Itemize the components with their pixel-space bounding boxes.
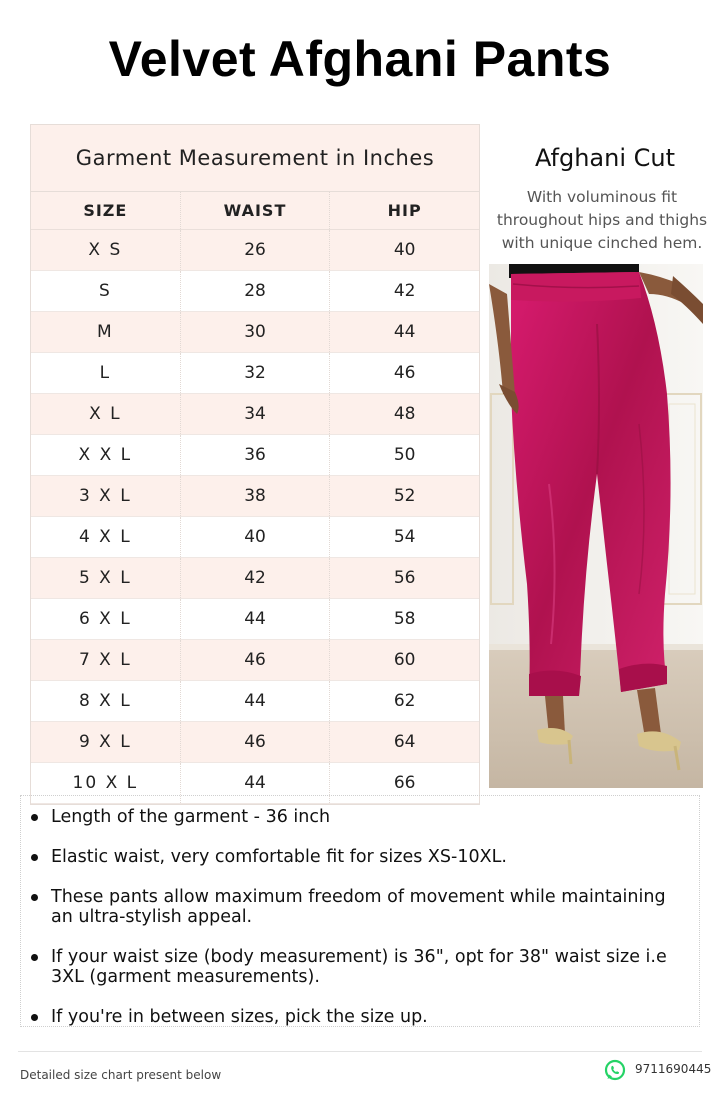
table-row xyxy=(31,271,479,312)
table-row xyxy=(31,476,479,517)
table-row xyxy=(31,599,479,640)
contact-phone[interactable]: 9711690445 xyxy=(635,1062,712,1076)
hip-cell: 48 xyxy=(329,394,479,434)
waist-cell: 26 xyxy=(180,230,330,270)
table-body xyxy=(31,230,479,804)
waist-cell: 38 xyxy=(180,476,330,516)
note-between-sizes: If you're in between sizes, pick the size up. xyxy=(51,1007,681,1027)
size-cell: 8 X L xyxy=(78,691,132,711)
waist-cell: 36 xyxy=(180,435,330,475)
product-notes xyxy=(20,795,700,1027)
hip-cell: 52 xyxy=(329,476,479,516)
table-row xyxy=(31,681,479,722)
table-row xyxy=(31,435,479,476)
waist-cell: 34 xyxy=(180,394,330,434)
size-cell: 6 X L xyxy=(78,609,132,629)
hip-cell: 66 xyxy=(329,763,479,803)
waist-cell: 46 xyxy=(180,722,330,762)
size-chart-table xyxy=(30,124,480,805)
note-waist-advice: If your waist size (body measurement) is 36", opt for 38" waist size i.e 3XL (garment measurements). xyxy=(51,947,681,987)
header-hip: HIP xyxy=(329,192,479,229)
table-row xyxy=(31,517,479,558)
page-title: Velvet Afghani Pants xyxy=(108,31,612,87)
table-row xyxy=(31,312,479,353)
size-cell: 9 X L xyxy=(78,732,132,752)
waist-cell: 40 xyxy=(180,517,330,557)
table-row xyxy=(31,353,479,394)
hip-cell: 40 xyxy=(329,230,479,270)
waist-cell: 42 xyxy=(180,558,330,598)
hip-cell: 58 xyxy=(329,599,479,639)
table-row xyxy=(31,640,479,681)
cut-description: With voluminous fit throughout hips and thighs with unique cinched hem. xyxy=(496,188,708,252)
table-row xyxy=(31,722,479,763)
whatsapp-icon[interactable] xyxy=(604,1059,626,1081)
size-cell: 3 X L xyxy=(78,486,132,506)
table-row xyxy=(31,394,479,435)
hip-cell: 46 xyxy=(329,353,479,393)
table-row xyxy=(31,230,479,271)
hip-cell: 60 xyxy=(329,640,479,680)
size-cell: 10 X L xyxy=(72,773,139,793)
size-cell: 5 X L xyxy=(78,568,132,588)
waist-cell: 30 xyxy=(180,312,330,352)
table-row xyxy=(31,558,479,599)
table-caption: Garment Measurement in Inches xyxy=(31,125,479,192)
size-cell: L xyxy=(99,363,112,383)
size-cell: 4 X L xyxy=(78,527,132,547)
table-header-row xyxy=(31,192,479,230)
header-waist: WAIST xyxy=(180,192,330,229)
hip-cell: 50 xyxy=(329,435,479,475)
note-elastic-waist: Elastic waist, very comfortable fit for sizes XS-10XL. xyxy=(51,847,681,867)
waist-cell: 44 xyxy=(180,599,330,639)
product-photo xyxy=(489,264,703,788)
pants-model-illustration xyxy=(489,264,703,788)
size-cell: X L xyxy=(89,404,122,424)
size-cell: X S xyxy=(88,240,123,260)
waist-cell: 32 xyxy=(180,353,330,393)
size-cell: X X L xyxy=(78,445,133,465)
waist-cell: 46 xyxy=(180,640,330,680)
size-cell: 7 X L xyxy=(78,650,132,670)
waist-cell: 44 xyxy=(180,763,330,803)
header-size: SIZE xyxy=(83,201,128,220)
hip-cell: 56 xyxy=(329,558,479,598)
cut-title: Afghani Cut xyxy=(534,144,676,172)
hip-cell: 42 xyxy=(329,271,479,311)
size-cell: M xyxy=(97,322,114,342)
note-freedom: These pants allow maximum freedom of movement while maintaining an ultra-stylish appeal. xyxy=(51,887,681,927)
hip-cell: 44 xyxy=(329,312,479,352)
hip-cell: 64 xyxy=(329,722,479,762)
size-cell: S xyxy=(98,281,112,301)
hip-cell: 62 xyxy=(329,681,479,721)
footer-note: Detailed size chart present below xyxy=(20,1068,222,1082)
waist-cell: 28 xyxy=(180,271,330,311)
footer-divider xyxy=(18,1051,702,1052)
hip-cell: 54 xyxy=(329,517,479,557)
waist-cell: 44 xyxy=(180,681,330,721)
note-length: Length of the garment - 36 inch xyxy=(51,807,681,827)
